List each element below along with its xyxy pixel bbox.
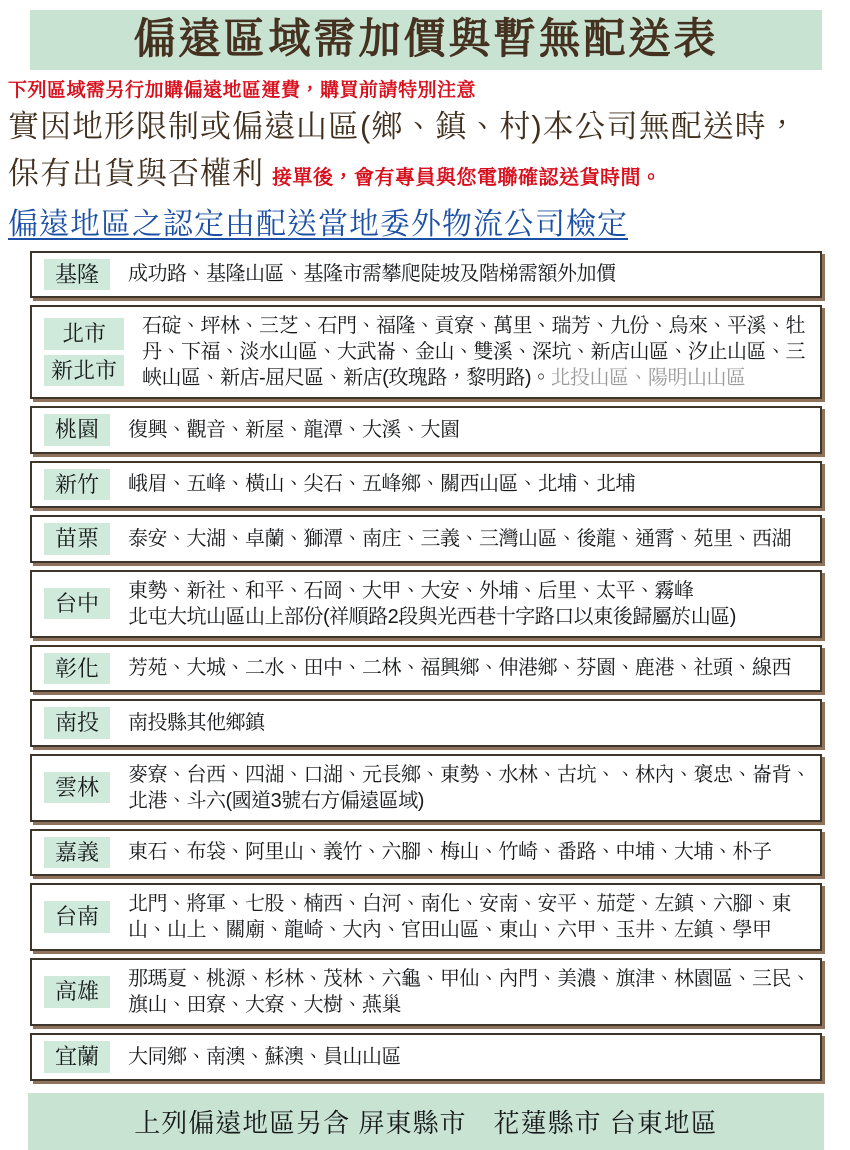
table-row-hsinchu bbox=[30, 461, 822, 509]
region-label: 台南 bbox=[44, 901, 110, 933]
region-areas: 泰安、大湖、卓蘭、獅潭、南庄、三義、三灣山區、後龍、通霄、苑里、西湖 bbox=[128, 527, 791, 550]
region-label: 桃園 bbox=[44, 414, 110, 446]
policy-line-2-text: 保有出貨與否權利 bbox=[8, 155, 264, 191]
policy-red-note: 接單後，會有專員與您電聯確認送貨時間。 bbox=[272, 166, 662, 189]
region-label: 南投 bbox=[44, 707, 110, 739]
region-label: 彰化 bbox=[44, 653, 110, 685]
region-label-col bbox=[44, 837, 110, 869]
policy-line-1: 實因地形限制或偏遠山區(鄉、鎮、村)本公司無配送時， bbox=[8, 109, 799, 145]
region-label-col bbox=[44, 523, 110, 555]
region-label-col bbox=[44, 588, 110, 620]
table-row-chiayi bbox=[30, 829, 822, 877]
region-table bbox=[30, 251, 822, 1081]
region-areas: 麥寮、台西、四湖、口湖、元長鄉、東勢、水林、古坑、、林內、褒忠、崙背、北港、斗六(國道3號右方偏遠區域) bbox=[128, 763, 811, 812]
table-row-changhua bbox=[30, 645, 822, 693]
region-areas: 峨眉、五峰、橫山、尖石、五峰鄉、關西山區、北埔、北埔 bbox=[128, 473, 635, 496]
region-label-col bbox=[44, 772, 110, 804]
region-label: 新竹 bbox=[44, 469, 110, 501]
region-areas-gray: 北投山區、陽明山山區 bbox=[550, 367, 746, 390]
region-label-col bbox=[44, 1041, 110, 1073]
region-label: 苗栗 bbox=[44, 523, 110, 555]
region-label: 基隆 bbox=[44, 259, 110, 291]
table-row-taipei-newtaipei bbox=[30, 305, 822, 399]
region-areas bbox=[128, 578, 736, 630]
table-row-miaoli bbox=[30, 515, 822, 563]
region-areas: 東石、布袋、阿里山、義竹、六腳、梅山、竹崎、番路、中埔、大埔、朴子 bbox=[128, 841, 772, 864]
region-label: 北市 bbox=[44, 318, 124, 350]
region-label: 高雄 bbox=[44, 976, 110, 1008]
table-row-keelung bbox=[30, 251, 822, 299]
region-label: 雲林 bbox=[44, 772, 110, 804]
region-label-col bbox=[44, 707, 110, 739]
region-label-col bbox=[44, 653, 110, 685]
region-label-col bbox=[44, 469, 110, 501]
region-areas: 成功路、基隆山區、基隆市需攀爬陡坡及階梯需額外加價 bbox=[128, 263, 616, 286]
policy-line-2 bbox=[8, 153, 842, 196]
region-label-col bbox=[44, 901, 110, 933]
region-areas bbox=[142, 313, 812, 391]
region-areas: 南投縣其他鄉鎮 bbox=[128, 711, 265, 734]
title-banner bbox=[30, 10, 822, 70]
region-label-col bbox=[44, 259, 110, 291]
region-areas: 復興、觀音、新屋、龍潭、大溪、大園 bbox=[128, 418, 460, 441]
region-label: 嘉義 bbox=[44, 837, 110, 869]
region-label-col bbox=[44, 318, 124, 386]
region-areas: 北門、將軍、七股、楠西、白河、南化、安南、安平、茄萣、左鎮、六腳、東山、山上、關廟、龍崎、大內、官田山區、東山、六甲、玉井、左鎮、學甲 bbox=[128, 893, 791, 942]
region-label-col bbox=[44, 414, 110, 446]
page-title: 偏遠區域需加價與暫無配送表 bbox=[133, 15, 719, 62]
table-row-taichung bbox=[30, 570, 822, 638]
region-label: 宜蘭 bbox=[44, 1041, 110, 1073]
region-label-2: 新北市 bbox=[44, 355, 124, 387]
blue-heading: 偏遠地區之認定由配送當地委外物流公司檢定 bbox=[8, 207, 628, 241]
table-row-tainan bbox=[30, 883, 822, 951]
red-notice: 下列區域需另行加購偏遠地區運費，購買前請特別注意 bbox=[8, 80, 477, 102]
table-row-yunlin bbox=[30, 754, 822, 822]
table-row-nantou bbox=[30, 699, 822, 747]
region-areas: 那瑪夏、桃源、杉林、茂林、六龜、甲仙、內門、美濃、旗津、林園區、三民、旗山、田寮、大寮、大樹、燕巢 bbox=[128, 968, 811, 1017]
region-areas: 芳苑、大城、二水、田中、二林、福興鄉、伸港鄉、芬園、鹿港、社頭、線西 bbox=[128, 657, 791, 680]
table-row-kaohsiung bbox=[30, 958, 822, 1026]
table-row-yilan bbox=[30, 1033, 822, 1081]
region-label: 台中 bbox=[44, 588, 110, 620]
region-areas-line1: 東勢、新社、和平、石岡、大甲、大安、外埔、后里、太平、霧峰 bbox=[128, 579, 694, 602]
region-areas: 大同鄉、南澳、蘇澳、員山山區 bbox=[128, 1045, 401, 1068]
region-areas-line2: 北屯大坑山區山上部份(祥順路2段與光西巷十字路口以東後歸屬於山區) bbox=[128, 605, 736, 628]
footer-text: 上列偏遠地區另含 屏東縣市 花蓮縣市 台東地區 bbox=[134, 1107, 718, 1138]
region-areas-main: 石碇、坪林、三芝、石門、福隆、貢寮、萬里、瑞芳、九份、烏來、平溪、牡丹、下福、淡水山區、大武崙、金山、雙溪、深坑、新店山區、汐止山區、三峽山區、新店-屈尺區、新店(玫瑰路，黎明路)。 bbox=[142, 315, 806, 390]
footer-banner bbox=[28, 1093, 824, 1150]
region-label-col bbox=[44, 976, 110, 1008]
table-row-taoyuan bbox=[30, 406, 822, 454]
